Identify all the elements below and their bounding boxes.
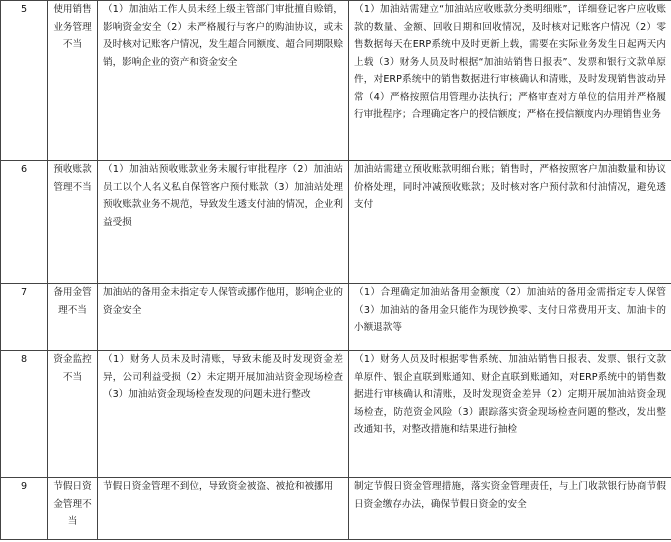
risk-item-name <box>48 478 98 540</box>
risk-item-label: 资金监控不当 <box>53 354 92 383</box>
control-measures-text: 加油站需建立预收账款明细台账；销售时，严格按照客户加油数量和协议价格处理，同时冲减预收账款；及时核对客户预付款和付油情况，避免透支付 <box>354 164 666 210</box>
control-measures <box>349 284 671 351</box>
risk-description-text: 节假日资金管理不到位，导致资金被盗、被抢和被挪用 <box>103 481 334 492</box>
risk-description-text: （1）加油站预收账款业务未履行审批程序（2）加油站员工以个人名义私自保管客户预付账款（3）加油站处理预收账款业务不规范，导致发生透支付油的情况，企业利益受损 <box>103 164 343 228</box>
row-number: 7 <box>1 284 48 351</box>
risk-description <box>98 161 349 284</box>
control-measures-text: （1）合理确定加油站备用金额度（2）加油站的备用金需指定专人保管（3）加油站的备用金只能作为现钞换零、支付日常费用开支、加油卡的小额退款等 <box>354 287 666 333</box>
control-measures <box>349 161 671 284</box>
risk-item-name <box>48 351 98 478</box>
risk-item-label: 预收账款管理不当 <box>53 164 92 193</box>
table-row <box>1 1 671 161</box>
risk-item-label: 备用金管理不当 <box>53 287 92 316</box>
risk-description <box>98 351 349 478</box>
risk-description-text: （1）加油站工作人员未经上级主管部门审批擅自赊销，影响资金安全（2）未严格履行与客户的购油协议，或未及时核对记账客户情况，发生超合同额度、超合同期限赊销，影响企业的资产和资金安全 <box>103 4 343 68</box>
control-measures-text: （1）加油站需建立“加油站应收账款分类明细账”，详细登记客户应收账款的数量、金额、回收日期和回收情况，及时核对记账客户情况（2）零售数据每天在ERP系统中及时更新上载，需要在实际业务发生日起两天内上载（3）财务人员及时根据“加油站销售日报表”、发票和银行文款单原件，对ERP系统中的销售数据进行审核确认和清账，及时发现销售波动异常（4）严格按照信用管理办法执行；严格审查对方单位的信用并严格履行审批程序；合理确定客户的授信额度；严格在授信额度内办理销售业务 <box>354 4 666 120</box>
risk-description <box>98 478 349 540</box>
risk-description-text: （1）财务人员未及时清账，导致未能及时发现资金差异，公司利益受损（2）未定期开展加油站资金现场检查（3）加油站资金现场检查发现的问题未进行整改 <box>103 354 343 400</box>
risk-item-label: 节假日资金管理不当 <box>53 481 92 527</box>
risk-item-name <box>48 161 98 284</box>
risk-item-label: 使用销售业务管理不当 <box>53 4 92 50</box>
risk-description <box>98 1 349 161</box>
risk-description <box>98 284 349 351</box>
risk-item-name <box>48 284 98 351</box>
table-row <box>1 478 671 540</box>
control-measures-text: （1）财务人员及时根据零售系统、加油站销售日报表、发票、银行文款单原件、银企直联到账通知、财企直联到账通知，对ERP系统中的销售数据进行审核确认和清账，及时发现资金差异（2）定期开展加油站资金现场检查，防范资金风险（3）跟踪落实资金现场检查问题的整改，发出整改通知书，对整改措施和结果进行抽检 <box>354 354 666 435</box>
table-row <box>1 284 671 351</box>
risk-description-text: 加油站的备用金未指定专人保管或挪作他用，影响企业的资金安全 <box>103 287 343 316</box>
table-row <box>1 351 671 478</box>
risk-item-name <box>48 1 98 161</box>
control-measures <box>349 351 671 478</box>
row-number: 8 <box>1 351 48 478</box>
control-measures <box>349 1 671 161</box>
control-measures-text: 制定节假日资金管理措施，落实资金管理责任，与上门收款银行协商节假日资金缴存办法，确保节假日资金的安全 <box>354 481 666 510</box>
row-number: 6 <box>1 161 48 284</box>
row-number: 5 <box>1 1 48 161</box>
table-row <box>1 161 671 284</box>
row-number: 9 <box>1 478 48 540</box>
control-measures <box>349 478 671 540</box>
